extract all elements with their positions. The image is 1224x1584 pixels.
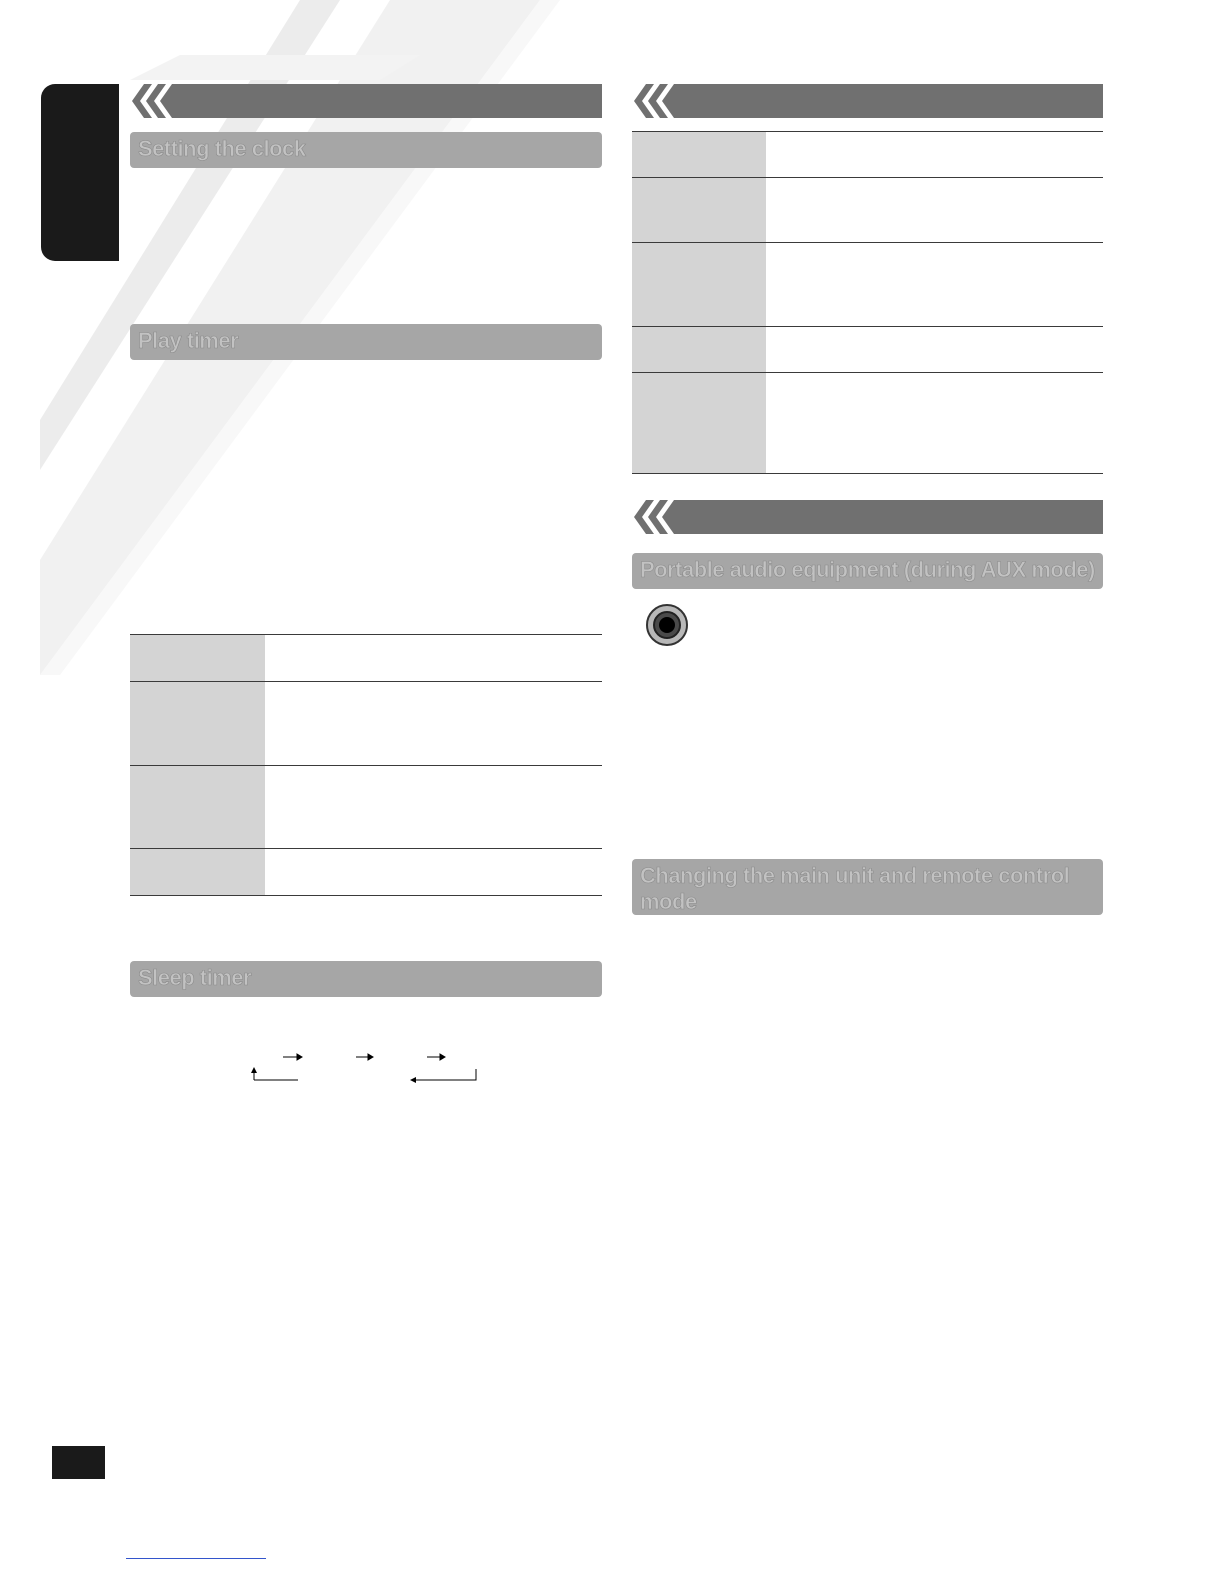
- reference-table: [632, 131, 1103, 474]
- chevron-triple-icon: [130, 84, 190, 118]
- section-clock-title: Setting the clock: [138, 136, 306, 161]
- section-sleep-timer-title: Sleep timer: [138, 965, 252, 990]
- page-number-box: [52, 1446, 105, 1479]
- footer-link-underline: [126, 1558, 266, 1559]
- section-clock-header: [130, 132, 602, 168]
- chevron-triple-icon: [632, 84, 692, 118]
- table-cell-value: [766, 132, 1103, 178]
- section-header-bar: [130, 84, 602, 118]
- table-cell-value: [766, 373, 1103, 474]
- table-row: [130, 682, 602, 766]
- table-cell-value: [766, 243, 1103, 327]
- table-cell-value: [766, 178, 1103, 243]
- table-cell-label: [130, 682, 265, 766]
- section-play-timer-title: Play timer: [138, 328, 239, 353]
- arrow-right-icon: [427, 1054, 445, 1060]
- section-header-bar: [632, 84, 1103, 118]
- table-cell-value: [265, 635, 602, 682]
- table-row: [130, 766, 602, 849]
- arrow-right-icon: [356, 1054, 373, 1060]
- table-cell-value: [766, 327, 1103, 373]
- section-sleep-timer-header: [130, 961, 602, 997]
- table-cell-label: [632, 327, 766, 373]
- table-row: [632, 178, 1103, 243]
- table-cell-label: [632, 243, 766, 327]
- section-header-bar: [632, 500, 1103, 534]
- sleep-timer-cycle-diagram: [240, 1050, 490, 1090]
- table-row: [632, 373, 1103, 474]
- side-tab: [41, 84, 119, 261]
- section-portable-audio-header: [632, 553, 1103, 589]
- table-cell-value: [265, 682, 602, 766]
- aux-jack-icon: [646, 604, 688, 646]
- table-cell-label: [632, 178, 766, 243]
- table-row: [632, 132, 1103, 178]
- table-cell-label: [632, 373, 766, 474]
- table-cell-label: [130, 766, 265, 849]
- section-changing-mode-header: [632, 859, 1103, 915]
- table-cell-value: [265, 849, 602, 896]
- table-row: [632, 243, 1103, 327]
- chevron-triple-icon: [632, 500, 692, 534]
- table-cell-label: [130, 849, 265, 896]
- arrow-right-icon: [283, 1054, 302, 1060]
- section-portable-audio-title: Portable audio equipment (during AUX mode): [640, 557, 1095, 582]
- table-cell-label: [632, 132, 766, 178]
- table-cell-label: [130, 635, 265, 682]
- section-play-timer-header: [130, 324, 602, 360]
- play-timer-table: [130, 634, 602, 896]
- section-changing-mode-title: Changing the main unit and remote control mode: [640, 863, 1070, 914]
- arrow-loop-icon: [254, 1069, 476, 1080]
- table-row: [632, 327, 1103, 373]
- table-cell-value: [265, 766, 602, 849]
- table-row: [130, 849, 602, 896]
- table-row: [130, 635, 602, 682]
